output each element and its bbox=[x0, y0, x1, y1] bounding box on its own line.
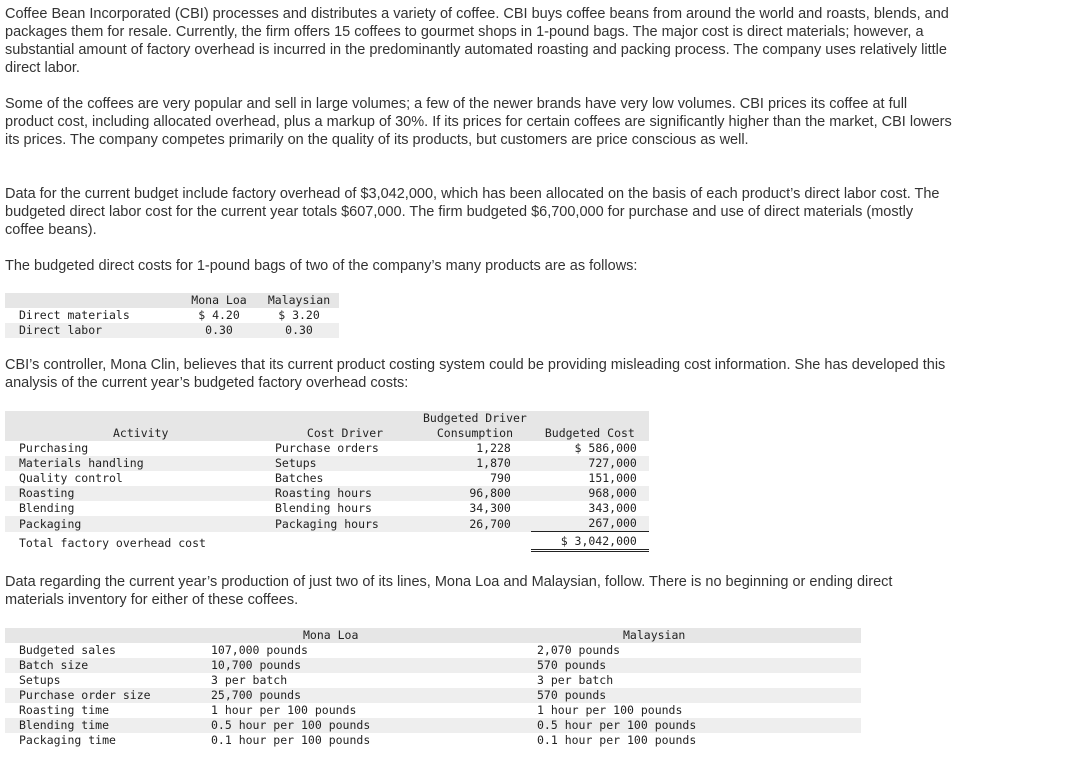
row-label: Purchase order size bbox=[5, 688, 207, 703]
cell-cost: 151,000 bbox=[588, 471, 637, 485]
row-label: Blending time bbox=[5, 718, 207, 733]
cell-driver: Roasting hours bbox=[271, 486, 419, 501]
total-label: Total factory overhead cost bbox=[19, 535, 206, 550]
table-row bbox=[5, 441, 649, 456]
cell-malaysian: 1 hour per 100 pounds bbox=[537, 703, 683, 717]
row-label: Packaging time bbox=[19, 733, 116, 747]
cell-consumption: 96,800 bbox=[419, 486, 531, 501]
table-row bbox=[5, 456, 649, 471]
cell-driver: Purchase orders bbox=[275, 441, 379, 455]
direct-costs-table bbox=[5, 293, 339, 338]
cell-mona-loa: 1 hour per 100 pounds bbox=[211, 703, 357, 717]
cell-activity: Roasting bbox=[5, 486, 271, 501]
cell-malaysian: 570 pounds bbox=[533, 688, 861, 703]
column-header-budgeted-cost: Budgeted Cost bbox=[531, 426, 649, 441]
direct-costs-intro: The budgeted direct costs for 1-pound bags of two of the company’s many products are as follows: bbox=[5, 258, 638, 274]
cell-driver: Setups bbox=[271, 456, 419, 471]
cell-activity: Blending bbox=[19, 501, 75, 515]
table-row bbox=[5, 643, 861, 658]
table-row bbox=[5, 718, 861, 733]
cell-malaysian: 0.30 bbox=[259, 323, 339, 338]
cell-malaysian: 570 pounds bbox=[533, 658, 861, 673]
row-label: Direct materials bbox=[19, 308, 130, 322]
cell-activity: Materials handling bbox=[5, 456, 271, 471]
column-header-mona-loa: Mona Loa bbox=[179, 293, 259, 308]
table-row bbox=[5, 658, 861, 673]
cell-mona-loa: 0.30 bbox=[179, 323, 259, 338]
column-header-activity: Activity bbox=[5, 426, 271, 441]
cell-consumption: 1,870 bbox=[419, 456, 531, 471]
cell-cost: 968,000 bbox=[531, 486, 649, 501]
cell-mona-loa: 10,700 pounds bbox=[207, 658, 533, 673]
cell-driver: Packaging hours bbox=[271, 516, 419, 532]
cell-malaysian: 0.5 hour per 100 pounds bbox=[533, 718, 861, 733]
column-header-malaysian: Malaysian bbox=[259, 293, 339, 308]
cell-mona-loa: 0.5 hour per 100 pounds bbox=[207, 718, 533, 733]
table-row bbox=[5, 733, 861, 748]
cell-mona-loa: 25,700 pounds bbox=[207, 688, 533, 703]
table-row bbox=[5, 486, 649, 501]
cell-driver: Blending hours bbox=[275, 501, 372, 515]
row-label: Batch size bbox=[5, 658, 207, 673]
cell-activity: Packaging bbox=[5, 516, 271, 532]
table-header-row bbox=[5, 628, 861, 643]
cell-consumption: 1,228 bbox=[476, 441, 511, 455]
cell-mona-loa: 0.1 hour per 100 pounds bbox=[211, 733, 371, 747]
cell-malaysian: 3 per batch bbox=[537, 673, 614, 687]
cell-driver: Batches bbox=[275, 471, 324, 485]
cell-mona-loa: 107,000 pounds bbox=[211, 643, 308, 657]
row-label: Roasting time bbox=[19, 703, 110, 717]
cell-cost: 343,000 bbox=[588, 501, 637, 515]
row-label: Budgeted sales bbox=[19, 643, 116, 657]
cell-cost: 267,000 bbox=[531, 516, 649, 532]
cell-malaysian: 2,070 pounds bbox=[537, 643, 621, 657]
table-row bbox=[5, 308, 339, 323]
table-row bbox=[5, 516, 649, 532]
controller-paragraph: CBI’s controller, Mona Clin, believes that its current product costing system could be providing misleading cost information. She has developed this analysis of the current year’s budgeted factory overhead costs: bbox=[5, 357, 946, 391]
cell-consumption: 26,700 bbox=[419, 516, 531, 532]
production-intro: Data regarding the current year’s production of just two of its lines, Mona Loa and Malaysian, follow. There is no beginning or ending direct materials inventory for either of these coffees. bbox=[5, 574, 893, 608]
cell-cost: 727,000 bbox=[531, 456, 649, 471]
table-row bbox=[5, 673, 861, 688]
cell-cost: $ 586,000 bbox=[574, 441, 637, 455]
row-label: Direct labor bbox=[5, 323, 179, 338]
table-row bbox=[5, 688, 861, 703]
overhead-table bbox=[5, 411, 649, 552]
pricing-paragraph: Some of the coffees are very popular and sell in large volumes; a few of the newer brands have very low volumes. CBI prices its coffee at full product cost, including allocated overhead, plus a markup of 30%. If its prices for certain coffees are significantly higher than the market, CBI lowers its prices. The company competes primarily on the quality of its products, but customers are price conscious as well. bbox=[5, 96, 952, 148]
table-header-row bbox=[5, 293, 339, 308]
table-row bbox=[5, 703, 861, 718]
column-header-driver-line1: Budgeted Driver bbox=[419, 411, 531, 426]
cell-activity: Purchasing bbox=[19, 441, 89, 455]
column-header-malaysian: Malaysian bbox=[533, 628, 861, 643]
cell-activity: Quality control bbox=[19, 471, 123, 485]
cell-malaysian: 0.1 hour per 100 pounds bbox=[537, 733, 697, 747]
table-total-row bbox=[5, 532, 649, 551]
production-table bbox=[5, 628, 861, 748]
table-header-row bbox=[5, 411, 649, 426]
row-label: Setups bbox=[19, 673, 61, 687]
table-row bbox=[5, 501, 649, 516]
cell-mona-loa: 3 per batch bbox=[211, 673, 288, 687]
table-row bbox=[5, 323, 339, 338]
cell-malaysian: $ 3.20 bbox=[278, 308, 320, 322]
cell-consumption: 34,300 bbox=[469, 501, 511, 515]
table-header-row bbox=[5, 426, 649, 441]
cell-consumption: 790 bbox=[490, 471, 511, 485]
column-header-mona-loa: Mona Loa bbox=[207, 628, 533, 643]
budget-paragraph: Data for the current budget include factory overhead of $3,042,000, which has been allocated on the basis of each product’s direct labor cost. The budgeted direct labor cost for the current year totals $607,000. The firm budgeted $6,700,000 for purchase and use of direct materials (mostly coffee beans). bbox=[5, 186, 940, 238]
intro-paragraph: Coffee Bean Incorporated (CBI) processes and distributes a variety of coffee. CBI buys coffee beans from around the world and roasts, blends, and packages them for resale. Currently, the firm offers 15 coffees to gourmet shops in 1-pound bags. The major cost is direct materials; however, a substantial amount of factory overhead is incurred in the predominantly automated roasting and packing process. The company uses relatively little direct labor. bbox=[5, 6, 949, 76]
total-value: $ 3,042,000 bbox=[531, 532, 649, 551]
cell-mona-loa: $ 4.20 bbox=[198, 308, 240, 322]
column-header-cost-driver: Cost Driver bbox=[271, 426, 419, 441]
column-header-consumption: Consumption bbox=[419, 426, 531, 441]
table-row bbox=[5, 471, 649, 486]
